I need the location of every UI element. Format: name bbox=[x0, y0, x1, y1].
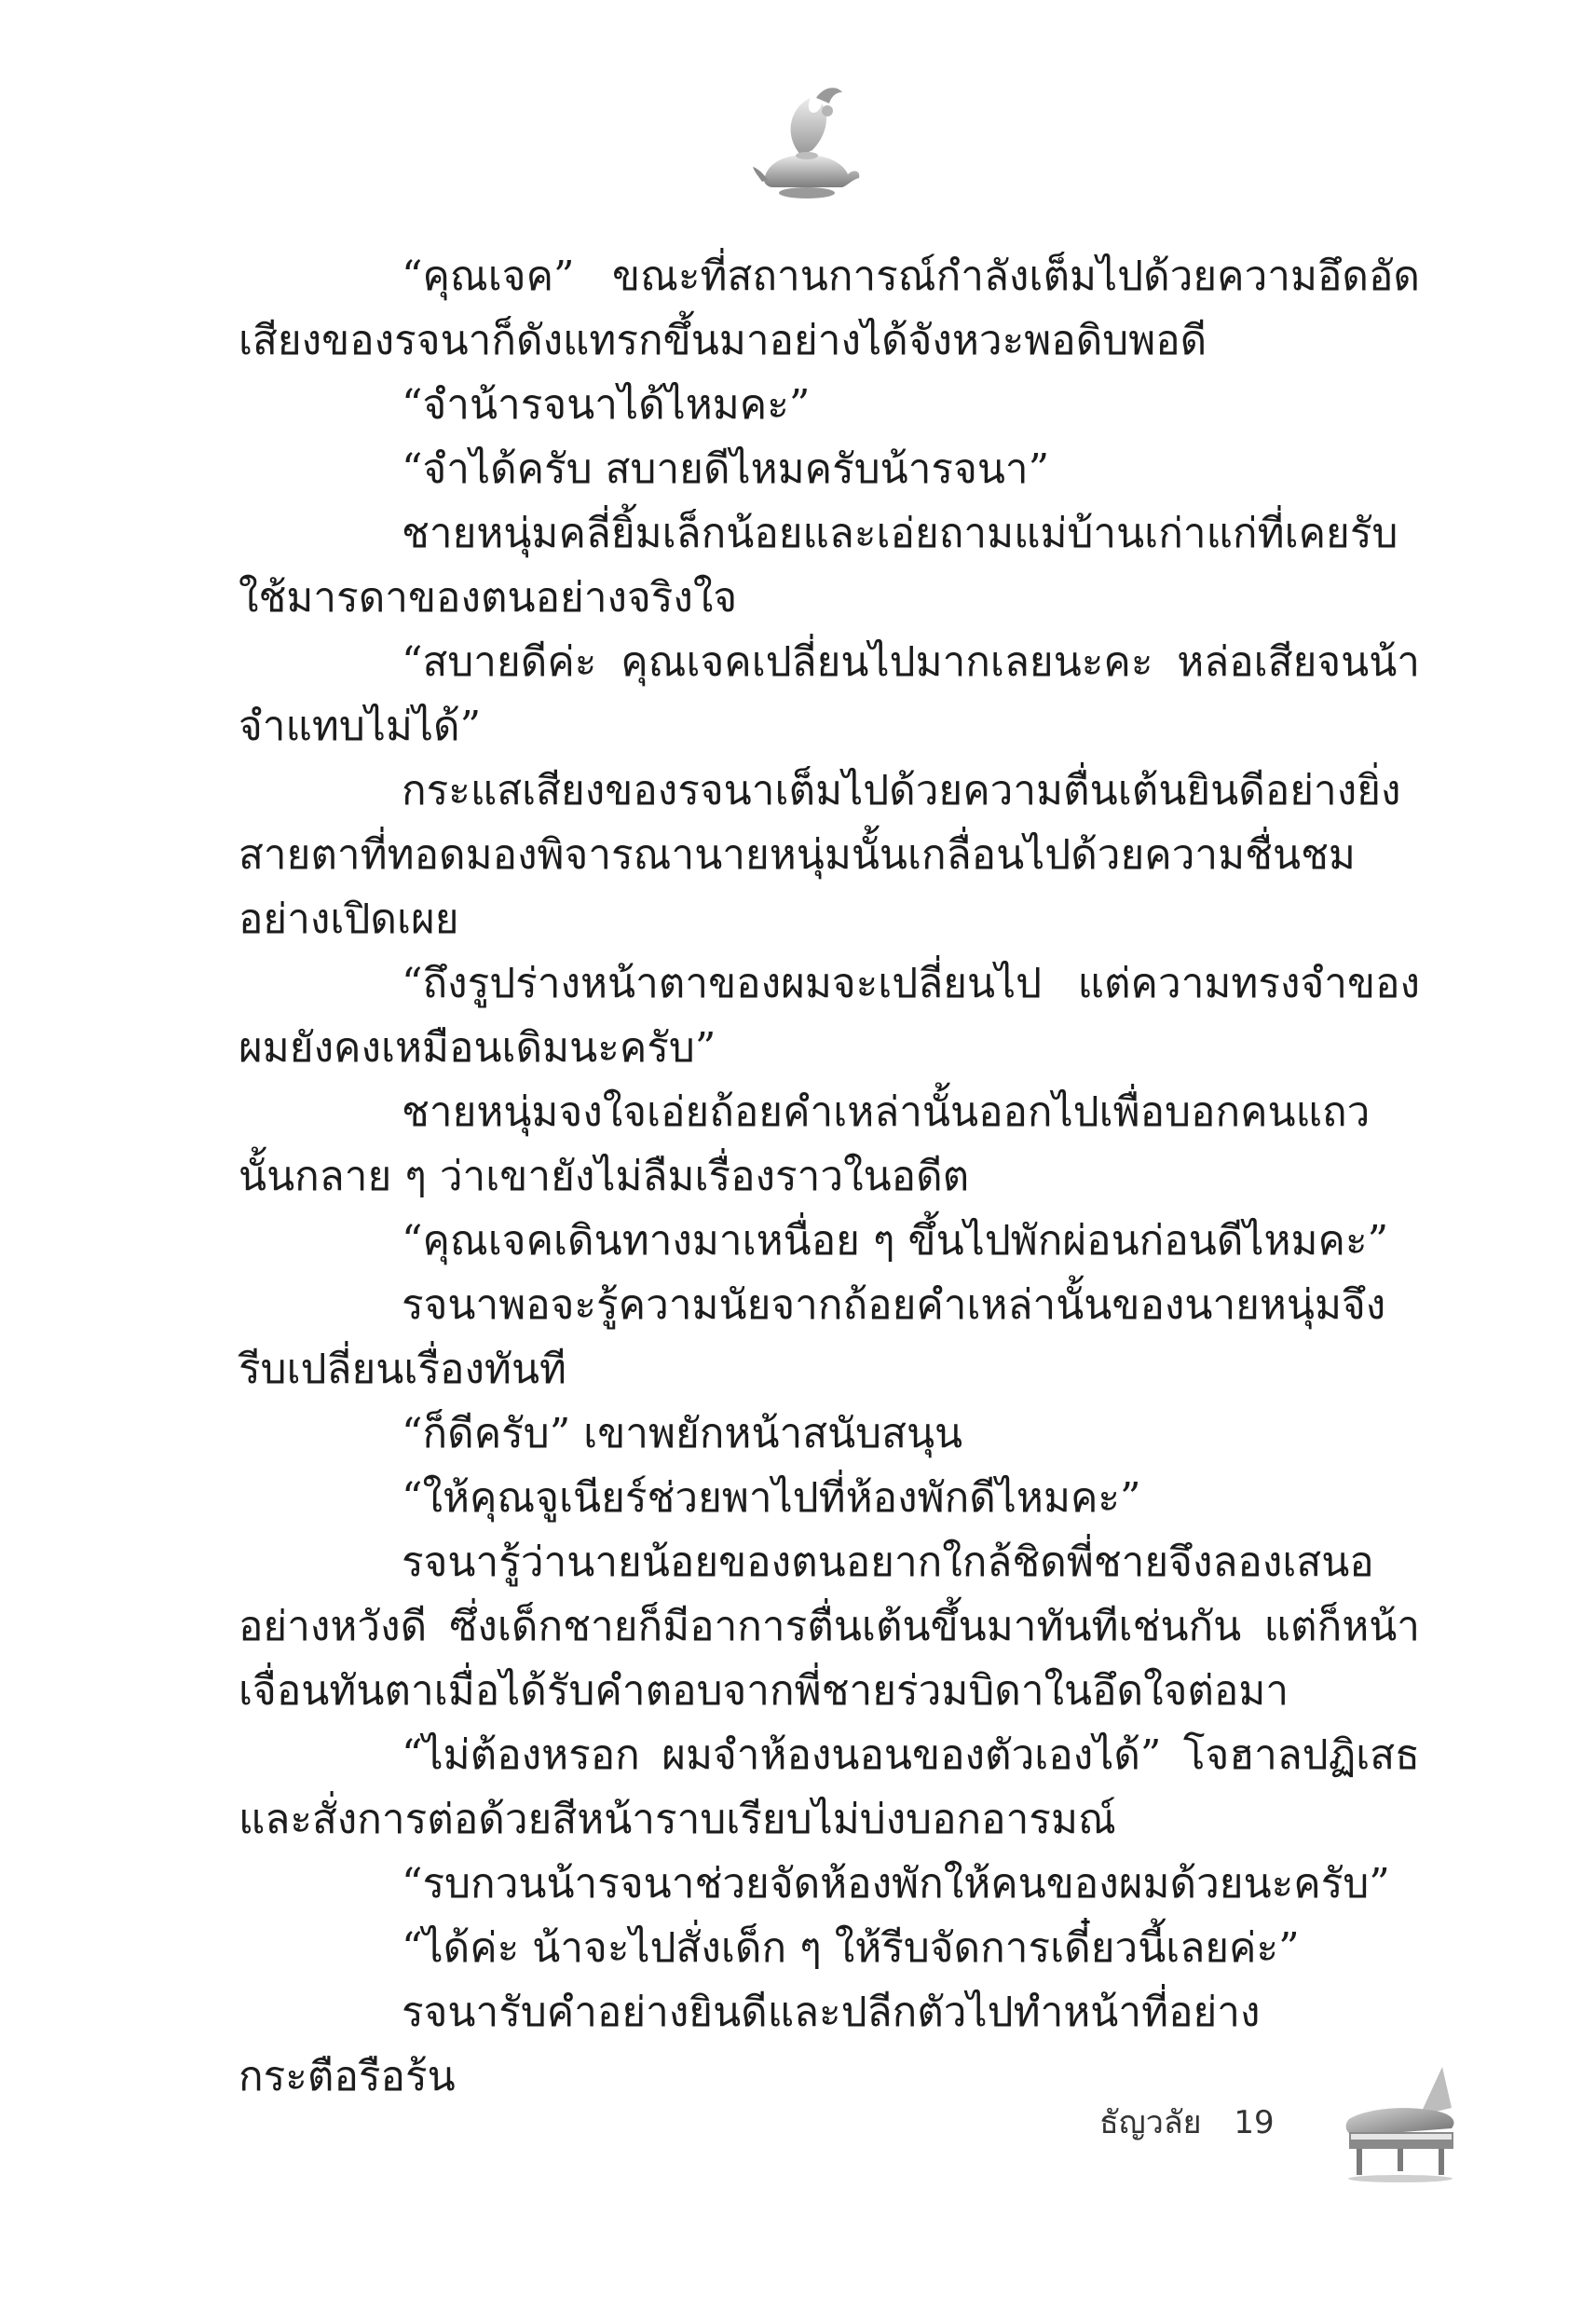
paragraph: “ให้คุณจูเนียร์ช่วยพาไปที่ห้องพักดีไหมคะ” bbox=[402, 1474, 1141, 1522]
footer-title: ธัญวลัย bbox=[1099, 2104, 1202, 2141]
page-footer bbox=[1099, 2097, 1275, 2147]
paragraph: “คุณเจค” ขณะที่สถานการณ์กำลังเต็มไปด้วยความอึดอัด เสียงของรจนาก็ดังแทรกขึ้นมาอย่างได้จังหวะพอดิบพอดี bbox=[239, 253, 1420, 364]
paragraph: “ถึงรูปร่างหน้าตาของผมจะเปลี่ยนไป แต่ความทรงจำของผมยังคงเหมือนเดิมนะครับ” bbox=[239, 960, 1420, 1072]
paragraph: “ไม่ต้องหรอก ผมจำห้องนอนของตัวเองได้” โจฮาลปฏิเสธและสั่งการต่อด้วยสีหน้าราบเรียบไม่บ่งบอกอารมณ์ bbox=[239, 1731, 1420, 1843]
paragraph: ชายหนุ่มคลี่ยิ้มเล็กน้อยและเอ่ยถามแม่บ้านเก่าแก่ที่เคยรับใช้มารดาของตนอย่างจริงใจ bbox=[239, 510, 1398, 622]
paragraph: “จำได้ครับ สบายดีไหมครับน้ารจนา” bbox=[402, 445, 1050, 493]
page-number: 19 bbox=[1234, 2104, 1275, 2141]
paragraph: รจนาพอจะรู้ความนัยจากถ้อยคำเหล่านั้นของนายหนุ่มจึงรีบเปลี่ยนเรื่องทันที bbox=[239, 1281, 1386, 1393]
paragraph: “รบกวนน้ารจนาช่วยจัดห้องพักให้คนของผมด้วยนะครับ” bbox=[402, 1860, 1390, 1908]
paragraph: “จำน้ารจนาได้ไหมคะ” bbox=[402, 381, 811, 429]
paragraph: ชายหนุ่มจงใจเอ่ยถ้อยคำเหล่านั้นออกไปเพื่อบอกคนแถวนั้นกลาย ๆ ว่าเขายังไม่ลืมเรื่องราวในอดีต bbox=[239, 1088, 1371, 1200]
paragraph: “ได้ค่ะ น้าจะไปสั่งเด็ก ๆ ให้รีบจัดการเดี๋ยวนี้เลยค่ะ” bbox=[402, 1924, 1300, 1972]
body-text bbox=[239, 244, 1420, 2109]
paragraph: รจนารับคำอย่างยินดีและปลีกตัวไปทำหน้าที่อย่างกระตือรือร้น bbox=[239, 1989, 1261, 2100]
paragraph: “สบายดีค่ะ คุณเจคเปลี่ยนไปมากเลยนะคะ หล่อเสียจนน้าจำแทบไม่ได้” bbox=[239, 638, 1420, 750]
paragraph: รจนารู้ว่านายน้อยของตนอยากใกล้ชิดพี่ชายจึงลองเสนออย่างหวังดี ซึ่งเด็กชายก็มีอาการตื่นเต้นขึ้นมาทันทีเช่นกัน แต่ก็หน้าเจื่อนทันตาเมื่อได้รับคำตอบจากพี่ชายร่วมบิดาในอึดใจต่อมา bbox=[239, 1538, 1420, 1715]
grand-piano-icon bbox=[1330, 2050, 1470, 2190]
paragraph: “ก็ดีครับ” เขาพยักหน้าสนับสนุน bbox=[402, 1410, 963, 1457]
genie-lamp-icon bbox=[745, 70, 866, 210]
paragraph: กระแสเสียงของรจนาเต็มไปด้วยความตื่นเต้นยินดีอย่างยิ่ง สายตาที่ทอดมองพิจารณานายหนุ่มนั้นเกลื่อนไปด้วยความชื่นชมอย่างเปิดเผย bbox=[239, 767, 1401, 943]
paragraph: “คุณเจคเดินทางมาเหนื่อย ๆ ขึ้นไปพักผ่อนก่อนดีไหมคะ” bbox=[402, 1217, 1389, 1265]
